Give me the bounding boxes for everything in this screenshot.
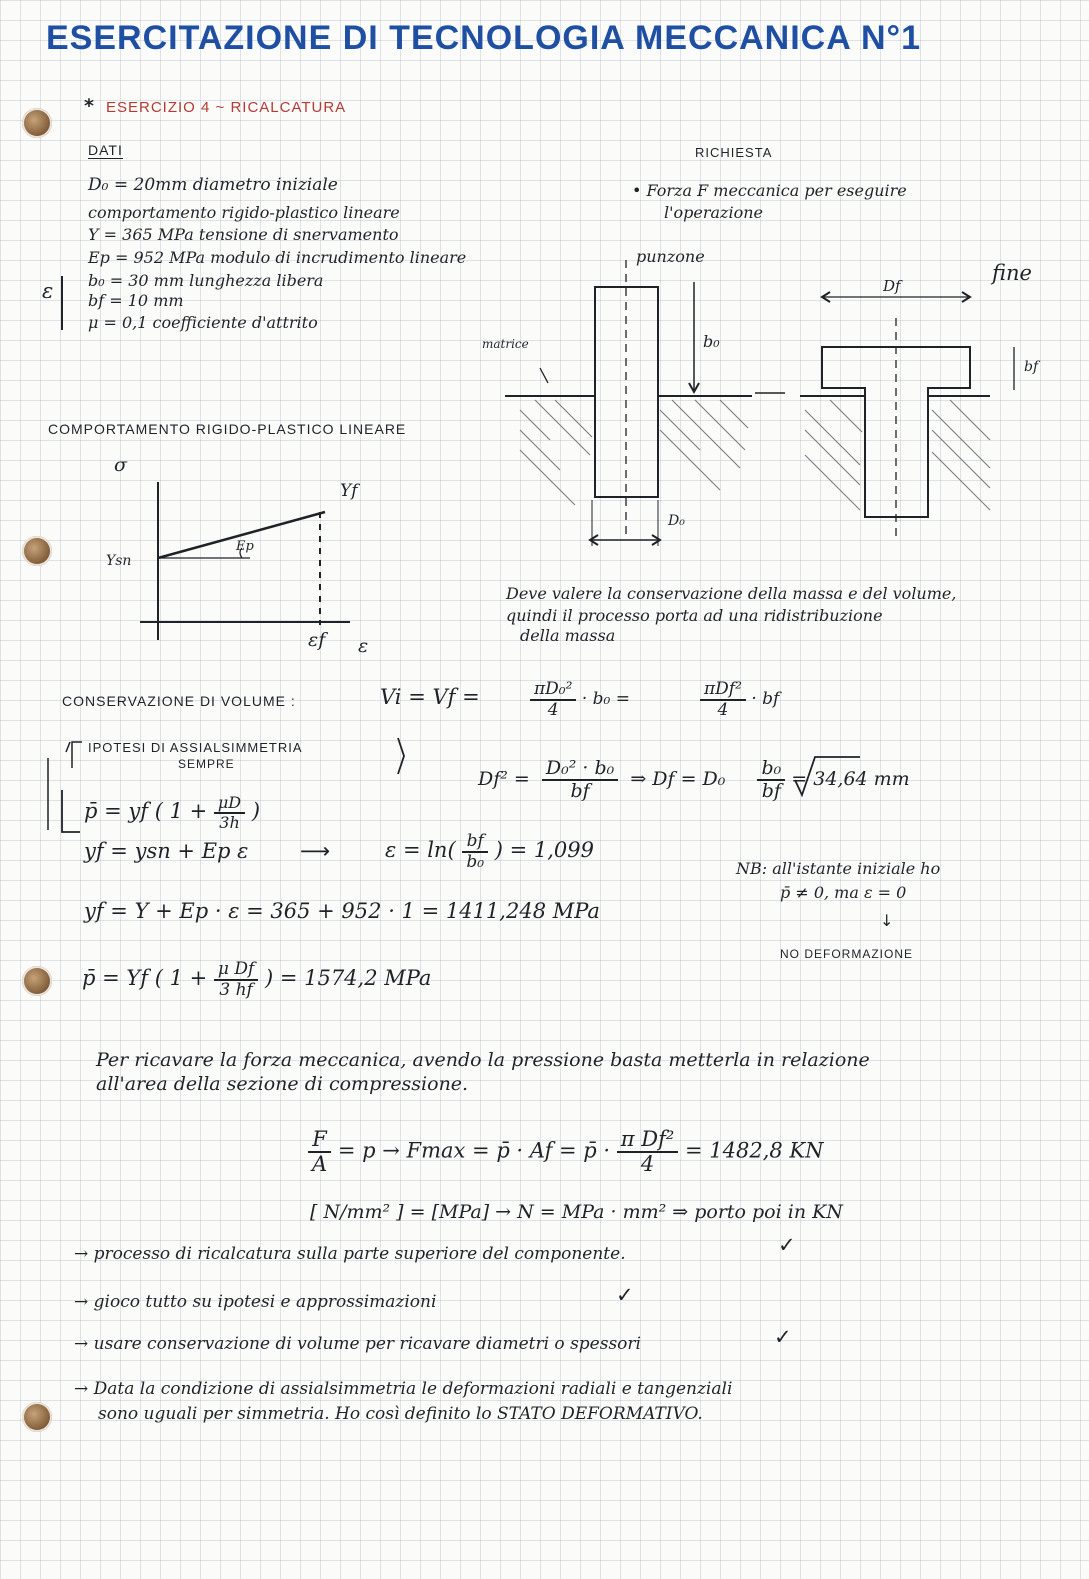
request-line: • Forza F meccanica per eseguire — [632, 181, 907, 200]
volume-term-2: $\frac{\text{πDf²}}{4}$ · bf — [700, 680, 779, 719]
volume-note: quindi il processo porta ad una ridistribuzione — [506, 606, 883, 625]
volume-eq: Vi = Vf = — [380, 685, 480, 709]
D0-label: D₀ — [668, 513, 685, 529]
bf-label: bf — [1024, 359, 1039, 375]
conclusion-item: → gioco tutto su ipotesi e approssimazioni — [74, 1292, 437, 1312]
punch-label: punzone — [636, 247, 705, 266]
yf-formula: yf = ysn + Ep ε — [84, 839, 249, 863]
data-line: Y = 365 MPa tensione di snervamento — [88, 225, 399, 244]
data-heading: DATI — [88, 142, 123, 158]
p-value: p̄ = Yf ( 1 + $\frac{\text{μ Df}}{3 hf}$ ) = 1574,2 MPa — [82, 959, 432, 1000]
data-line: D₀ = 20mm diametro iniziale — [88, 175, 338, 195]
conclusion-item: sono uguali per simmetria. Ho così definito lo STATO DEFORMATIVO. — [98, 1404, 703, 1424]
data-line: bf = 10 mm — [88, 291, 184, 310]
conclusion-item: → processo di ricalcatura sulla parte superiore del componente. — [74, 1244, 626, 1264]
strain-formula: ε = ln( $\frac{bf}{\text{b₀}}$ ) = 1,099 — [385, 831, 594, 872]
force-intro: Per ricavare la forza meccanica, avendo la pressione basta metterla in relazione — [96, 1049, 870, 1071]
graph-ef: εf — [308, 629, 326, 651]
df-formula: Df² = $\frac{\text{D₀² · b₀}}{bf}$ ⇒ Df = D₀ $\frac{\text{b₀}}{bf}$ = 34,64 mm — [478, 757, 910, 802]
graph-Ep: Ep — [236, 539, 254, 554]
behaviour-heading: COMPORTAMENTO RIGIDO-PLASTICO LINEARE — [48, 421, 407, 437]
check-mark: ✓ — [774, 1325, 792, 1349]
check-mark: ✓ — [778, 1233, 796, 1257]
nb-result: NO DEFORMAZIONE — [780, 947, 914, 961]
star-mark: * — [84, 95, 94, 117]
volume-label: CONSERVAZIONE DI VOLUME : — [62, 693, 296, 709]
data-line: μ = 0,1 coefficiente d'attrito — [88, 313, 318, 332]
nb-arrow: ↓ — [880, 911, 894, 930]
request-line: l'operazione — [664, 203, 763, 222]
conclusion-item: → Data la condizione di assialsimmetria le deformazioni radiali e tangenziali — [74, 1379, 733, 1399]
arrow: ⟶ — [300, 839, 331, 863]
b0-label: b₀ — [703, 332, 720, 351]
data-line: Ep = 952 MPa modulo di incrudimento lineare — [88, 248, 467, 267]
conclusion-item: → usare conservazione di volume per ricavare diametri o spessori — [74, 1334, 641, 1354]
hypothesis: IPOTESI DI ASSIALSIMMETRIA — [88, 740, 303, 755]
graph-e: ε — [358, 635, 369, 657]
check-mark: ✓ — [616, 1283, 634, 1307]
nb-note: NB: all'istante iniziale ho — [736, 859, 941, 878]
page-title: ESERCITAZIONE DI TECNOLOGIA MECCANICA N°1 — [46, 19, 922, 57]
volume-note: Deve valere la conservazione della massa e del volume, — [506, 584, 957, 603]
force-formula: $\frac{F}{A}$ = p → Fmax = p̄ · Af = p̄ · $\frac{\text{π Df²}}{4}$ = 1482,8 KN — [308, 1128, 823, 1176]
yf-value: yf = Y + Ep · ε = 365 + 952 · 1 = 1411,248 MPa — [84, 899, 600, 923]
graph-Yf: Yf — [340, 481, 358, 501]
request-heading: RICHIESTA — [695, 145, 773, 160]
p-formula: p̄ = yf ( 1 + $\frac{\mu D}{3h}$ ) — [84, 793, 261, 832]
volume-term-1: $\frac{\text{πD₀²}}{4}$ · b₀ = — [530, 680, 630, 719]
graph-sigma: σ — [114, 454, 127, 476]
force-intro: all'area della sezione di compressione. — [96, 1073, 469, 1095]
end-label: fine — [992, 261, 1032, 285]
matrix-label: matrice — [482, 337, 529, 351]
hypothesis-always: SEMPRE — [178, 757, 235, 771]
nb-note: p̄ ≠ 0, ma ε = 0 — [780, 883, 907, 902]
volume-note: della massa — [520, 626, 616, 645]
data-brace-label: ε — [42, 279, 54, 303]
data-line: b₀ = 30 mm lunghezza libera — [88, 271, 324, 290]
graph-Ysn: Ysn — [106, 553, 132, 569]
exercise-label: ESERCIZIO 4 ~ RICALCATURA — [106, 99, 347, 116]
units-line: [ N/mm² ] = [MPa] → N = MPa · mm² ⇒ porto poi in KN — [310, 1201, 843, 1223]
Df-label: Df — [883, 277, 901, 295]
data-line: comportamento rigido-plastico lineare — [88, 203, 400, 222]
